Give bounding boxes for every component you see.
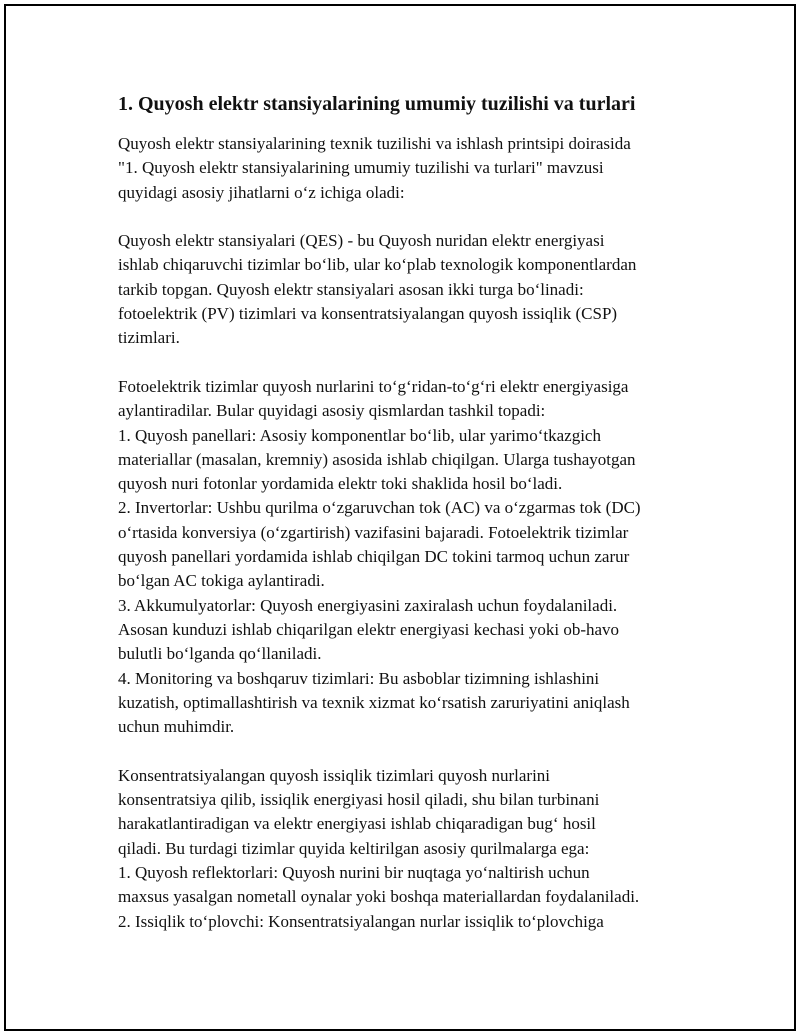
text-line: fotoelektrik (PV) tizimlari va konsentratsiyalangan quyosh issiqlik (CSP) — [118, 304, 618, 324]
list-item-line: 4. Monitoring va boshqaruv tizimlari: Bu asboblar tizimning ishlashini — [118, 668, 600, 688]
text-line: qiladi. Bu turdagi tizimlar quyida keltirilgan asosiy qurilmalarga ega: — [118, 838, 590, 858]
text-line: quyosh nuri fotonlar yordamida elektr toki shaklida hosil bo‘ladi. — [118, 474, 563, 494]
text-line: harakatlantiradigan va elektr energiyasi ishlab chiqaradigan bug‘ hosil — [118, 814, 596, 834]
paragraph-concentrated-solar — [118, 764, 688, 934]
text-line: aylantiradilar. Bular quyidagi asosiy qismlardan tashkil topadi: — [118, 401, 546, 421]
text-line: bulutli bo‘lganda qo‘llaniladi. — [118, 644, 322, 664]
text-line: bo‘lgan AC tokiga aylantiradi. — [118, 571, 325, 591]
text-line: Asosan kunduzi ishlab chiqarilgan elektr energiyasi kechasi yoki ob-havo — [118, 619, 620, 639]
text-line: tizimlari. — [118, 328, 180, 348]
text-line: o‘rtasida konversiya (o‘zgartirish) vazifasini bajaradi. Fotoelektrik tizimlar — [118, 522, 629, 542]
text-line: tarkib topgan. Quyosh elektr stansiyalari asosan ikki turga bo‘linadi: — [118, 279, 584, 299]
text-line: "1. Quyosh elektr stansiyalarining umumiy tuzilishi va turlari" mavzusi — [118, 158, 604, 178]
text-line: konsentratsiya qilib, issiqlik energiyasi hosil qiladi, shu bilan turbinani — [118, 790, 600, 810]
text-line: ishlab chiqaruvchi tizimlar bo‘lib, ular ko‘plab texnologik komponentlardan — [118, 255, 637, 275]
text-line: maxsus yasalgan nometall oynalar yoki boshqa materiallardan foydalaniladi. — [118, 887, 640, 907]
paragraph-photovoltaic — [118, 375, 688, 739]
list-item-line: 1. Quyosh reflektorlari: Quyosh nurini bir nuqtaga yo‘naltirish uchun — [118, 862, 590, 882]
text-line: quyosh panellari yordamida ishlab chiqilgan DC tokini tarmoq uchun zarur — [118, 547, 630, 567]
text-line: Quyosh elektr stansiyalari (QES) - bu Quyosh nuridan elektr energiyasi — [118, 231, 605, 251]
list-item-line: 3. Akkumulyatorlar: Quyosh energiyasini zaxiralash uchun foydalaniladi. — [118, 595, 618, 615]
text-line: Quyosh elektr stansiyalarining texnik tuzilishi va ishlash printsipi doirasida — [118, 134, 631, 153]
paragraph-definition — [118, 229, 688, 350]
list-item-line: 2. Issiqlik to‘plovchi: Konsentratsiyalangan nurlar issiqlik to‘plovchiga — [118, 911, 604, 931]
text-line: Konsentratsiyalangan quyosh issiqlik tizimlari quyosh nurlarini — [118, 765, 551, 785]
document-title: 1. Quyosh elektr stansiyalarining umumiy tuzilishi va turlari — [118, 93, 636, 115]
list-item-line: 2. Invertorlar: Ushbu qurilma o‘zgaruvchan tok (AC) va o‘zgarmas tok (DC) — [118, 498, 641, 518]
document-body — [118, 90, 688, 958]
text-line: materiallar (masalan, kremniy) asosida ishlab chiqilgan. Ularga tushayotgan — [118, 449, 636, 469]
text-line: uchun muhimdir. — [118, 717, 235, 737]
text-line: Fotoelektrik tizimlar quyosh nurlarini to‘g‘ridan-to‘g‘ri elektr energiyasiga — [118, 376, 629, 396]
text-line: kuzatish, optimallashtirish va texnik xizmat ko‘rsatish zaruriyatini aniqlash — [118, 692, 630, 712]
list-item-line: 1. Quyosh panellari: Asosiy komponentlar bo‘lib, ular yarimo‘tkazgich — [118, 425, 601, 445]
paragraph-intro — [118, 132, 688, 205]
text-line: quyidagi asosiy jihatlarni o‘z ichiga oladi: — [118, 182, 405, 202]
